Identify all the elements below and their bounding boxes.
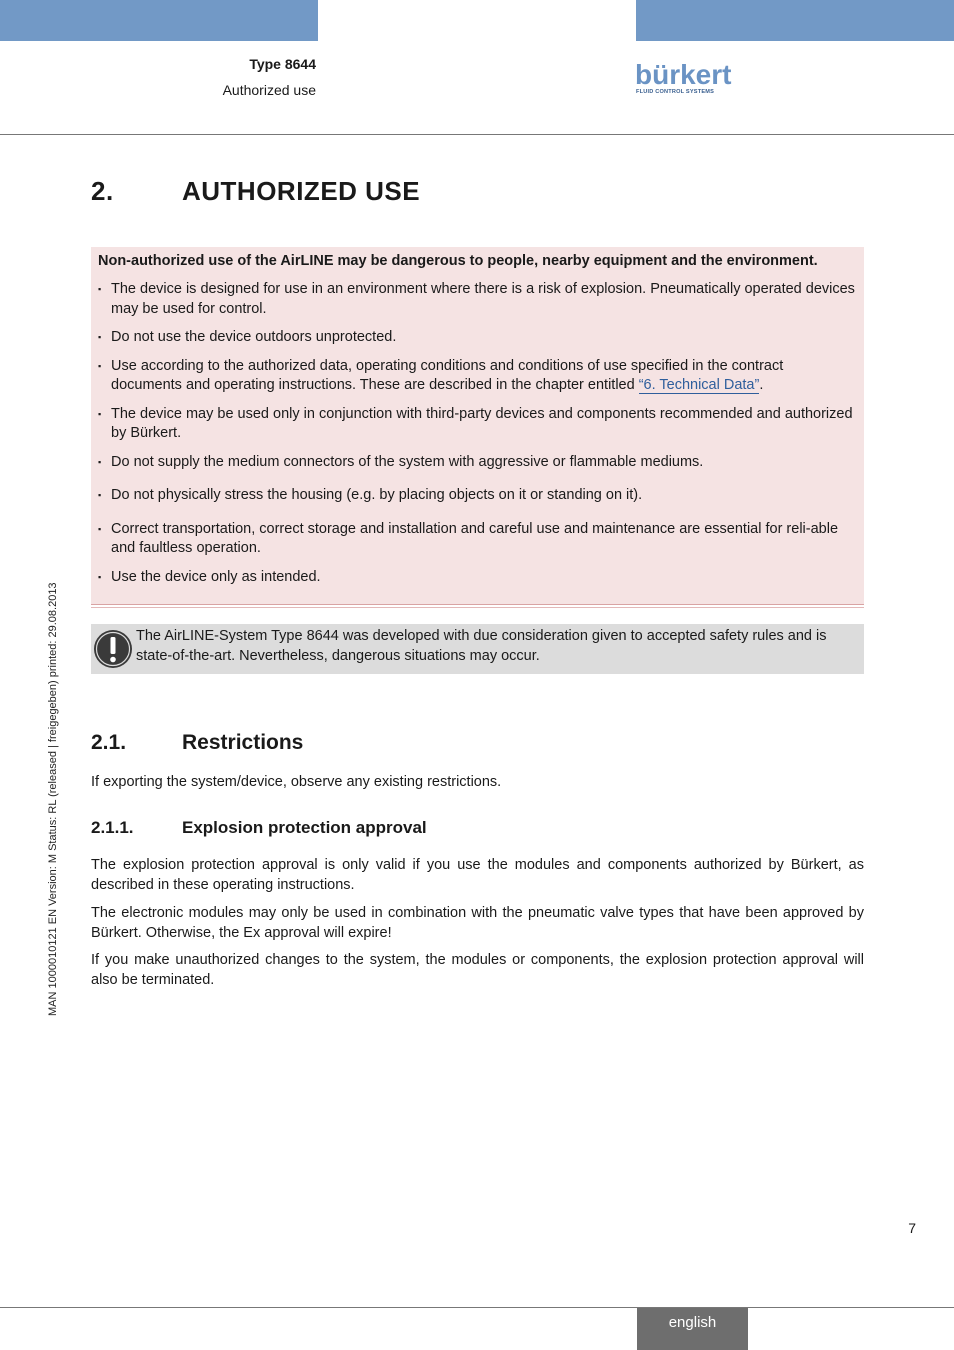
paragraph: The electronic modules may only be used in combination with the pneumatic valve types that have been approved by Bürkert. Otherwise, the Ex approval will expire! xyxy=(91,905,864,941)
page-number: 7 xyxy=(908,1220,916,1236)
footer-rule xyxy=(0,1307,954,1308)
warning-item: ▪ The device is designed for use in an environment where there is a risk of explosion. Pneumatically operated devices may be used for control. xyxy=(98,280,858,319)
warning-item: ▪ Do not physically stress the housing (e.g. by placing objects on it or standing on it). xyxy=(98,486,858,506)
paragraph: If you make unauthorized changes to the system, the modules or components, the explosion protection approval will also be terminated. xyxy=(91,952,864,988)
warning-item: ▪ Use according to the authorized data, operating conditions and conditions of use specified in the contract documents and operating instructions. These are described in the chapter entitled “6. Technical Data”. xyxy=(98,357,858,396)
header-rule xyxy=(0,134,954,135)
section-title: AUTHORIZED USE xyxy=(182,176,421,206)
logo-tagline: FLUID CONTROL SYSTEMS xyxy=(636,89,715,95)
subsubsection-number: 2.1.1. xyxy=(91,818,134,837)
header-bar-left xyxy=(0,0,318,41)
warning-list xyxy=(98,280,858,587)
note-box xyxy=(91,624,864,674)
header-subtitle: Authorized use xyxy=(222,82,316,98)
warning-item: ▪ Do not use the device outdoors unprotected. xyxy=(98,328,858,348)
warning-item: ▪ Use the device only as intended. xyxy=(98,568,858,588)
section-number: 2. xyxy=(91,176,114,206)
restrictions-text: If exporting the system/device, observe any existing restrictions. xyxy=(91,774,502,790)
exclamation-icon xyxy=(93,629,133,669)
subsection-number: 2.1. xyxy=(91,731,127,754)
document-info-sidebar: MAN 1000010121 EN Version: M Status: RL (released | freigegeben) printed: 29.08.2013 xyxy=(47,582,59,1016)
header-bar-right xyxy=(636,0,954,41)
warning-box xyxy=(91,247,864,605)
note-text: The AirLINE-System Type 8644 was developed with due consideration given to accepted safety rules and is state-of-the-art. Nevertheless, dangerous situations may occur. xyxy=(136,628,827,664)
header-type: Type 8644 xyxy=(249,56,316,72)
warning-title: Non-authorized use of the AirLINE may be dangerous to people, nearby equipment and the environment. xyxy=(98,253,818,269)
burkert-logo xyxy=(635,58,735,96)
logo-text: bürkert xyxy=(635,59,732,90)
warning-item: ▪ Correct transportation, correct storage and installation and careful use and maintenance are essential for reli-able and faultless operation. xyxy=(98,520,858,559)
subsection-heading xyxy=(91,731,303,755)
subsubsection-title: Explosion protection approval xyxy=(182,818,427,837)
warning-item: ▪ Do not supply the medium connectors of the system with aggressive or flammable mediums. xyxy=(98,453,858,473)
paragraph: The explosion protection approval is only valid if you use the modules and components authorized by Bürkert, as described in these operating instructions. xyxy=(91,857,864,893)
section-heading xyxy=(91,176,420,207)
technical-data-link[interactable]: “6. Technical Data” xyxy=(638,377,760,393)
subsubsection-heading xyxy=(91,818,427,838)
subsection-title: Restrictions xyxy=(182,731,304,754)
language-tab: english xyxy=(637,1308,748,1350)
warning-item: ▪ The device may be used only in conjunction with third-party devices and components recommended and authorized by Bürkert. xyxy=(98,405,858,444)
